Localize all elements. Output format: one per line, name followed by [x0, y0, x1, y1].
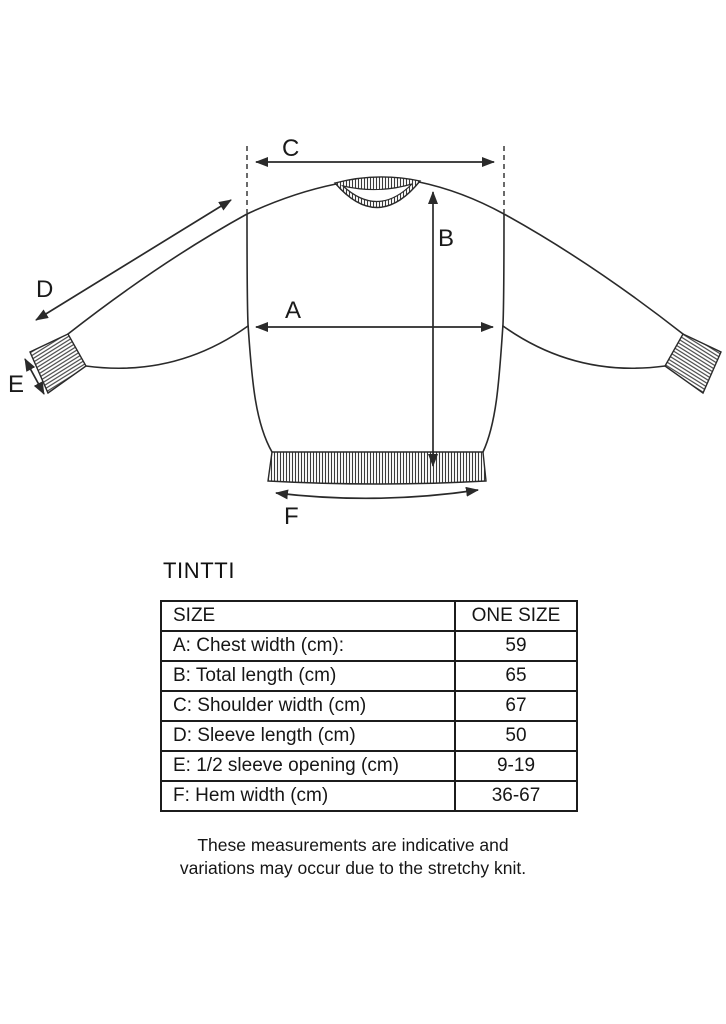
size-value-cell: 67 — [455, 691, 577, 721]
label-a: A — [285, 297, 302, 324]
size-label-cell: C: Shoulder width (cm) — [161, 691, 455, 721]
size-table — [160, 600, 578, 812]
disclaimer-line-1: These measurements are indicative and — [197, 835, 509, 855]
body-side-left — [247, 214, 272, 452]
measurement-disclaimer — [63, 834, 643, 879]
shoulder-line-right — [419, 182, 504, 214]
measure-arrow-f — [276, 490, 478, 498]
sweater-outline — [68, 182, 683, 452]
size-label-cell: B: Total length (cm) — [161, 661, 455, 691]
sleeve-top-left — [68, 214, 247, 334]
disclaimer-line-2: variations may occur due to the stretchy knit. — [179, 857, 527, 878]
label-d: D — [36, 276, 54, 303]
table-row — [161, 751, 577, 781]
cuff-ribbing-right — [665, 334, 721, 393]
body-side-right — [483, 214, 504, 452]
shoulder-line-left — [247, 184, 336, 214]
size-value-cell: 50 — [455, 721, 577, 751]
label-e: E — [8, 371, 25, 398]
label-f: F — [284, 503, 299, 530]
size-value-cell: 59 — [455, 631, 577, 661]
size-value-cell: 36-67 — [455, 781, 577, 811]
table-row — [161, 691, 577, 721]
measurement-arrows — [25, 162, 494, 498]
table-row — [161, 631, 577, 661]
size-value-cell: 9-19 — [455, 751, 577, 781]
table-row — [161, 781, 577, 811]
table-row — [161, 721, 577, 751]
measure-arrow-d — [36, 200, 231, 320]
sleeve-under-left — [86, 326, 248, 368]
size-label-cell: F: Hem width (cm) — [161, 781, 455, 811]
table-header-row — [161, 601, 577, 631]
one-size-column-header: ONE SIZE — [455, 601, 577, 631]
hem-ribbing — [268, 452, 486, 484]
size-label-cell: A: Chest width (cm): — [161, 631, 455, 661]
size-label-cell: D: Sleeve length (cm) — [161, 721, 455, 751]
label-b: B — [438, 225, 455, 252]
product-title: TINTTI — [163, 558, 236, 583]
size-value-cell: 65 — [455, 661, 577, 691]
label-c: C — [282, 135, 300, 162]
sleeve-under-right — [503, 326, 665, 368]
table-row — [161, 661, 577, 691]
sleeve-top-right — [504, 214, 683, 334]
size-label-cell: E: 1/2 sleeve opening (cm) — [161, 751, 455, 781]
size-column-header: SIZE — [161, 601, 455, 631]
